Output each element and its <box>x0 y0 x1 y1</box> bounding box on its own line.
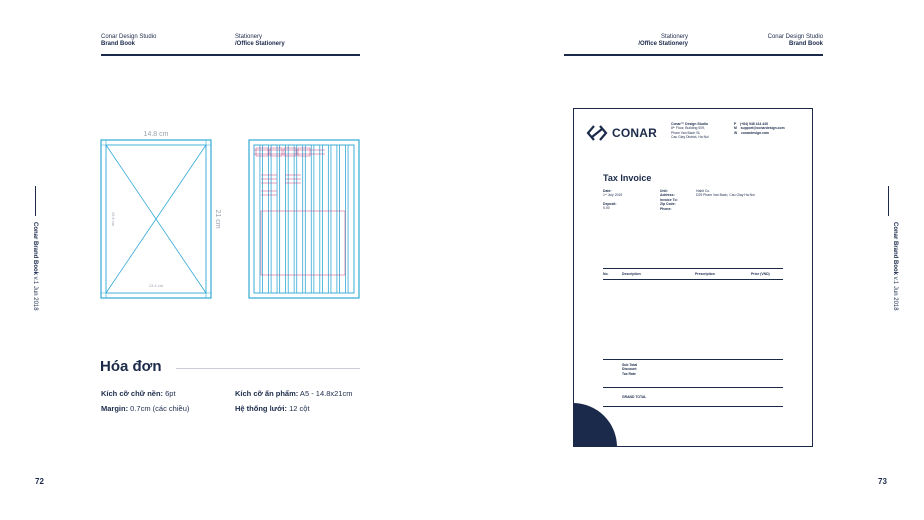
grid-column <box>271 145 277 293</box>
width-label: 14.8 cm <box>143 131 169 138</box>
discount-label: Discount <box>622 367 637 372</box>
right-header-studio <box>730 34 823 48</box>
address-label: Address: <box>660 193 675 198</box>
height-label: 21 cm <box>214 209 221 229</box>
totals-bottom-rule <box>603 387 783 388</box>
spec-grid-label: Hệ thống lưới: <box>235 404 288 413</box>
company-address-2: Pham Van Bach St, <box>671 130 701 135</box>
col-prescription: Prescription <box>695 272 715 276</box>
deposit-label: Deposit: <box>603 201 617 206</box>
left-header-studio-name: Conar Design Studio <box>101 34 157 40</box>
invoice-title: Tax Invoice <box>603 173 652 183</box>
contact-phone-value: (+84) 948 414 445 <box>740 122 768 126</box>
totals-top-rule <box>603 359 783 360</box>
left-side-label-version: v.1 Jun 2018 <box>32 275 38 311</box>
invoice-corner-shape <box>573 403 617 447</box>
col-no: No. <box>603 272 609 276</box>
company-address-1: 8ᵗʰ Floor, Building 009, <box>671 126 705 131</box>
left-header-rule <box>101 54 360 56</box>
right-page-number: 73 <box>878 477 887 486</box>
zip-label: Zip Code: <box>660 202 676 207</box>
left-header-section <box>235 34 285 48</box>
invoice-contacts <box>734 122 785 135</box>
contact-web <box>734 131 785 135</box>
right-header-doc: Brand Book <box>788 41 823 47</box>
grid-column <box>288 145 294 293</box>
left-side-label <box>32 222 38 311</box>
contact-mail-key: M <box>734 126 737 131</box>
contact-phone-key: P <box>734 122 737 126</box>
grid-column <box>263 145 269 293</box>
contact-web-key: W <box>734 130 738 135</box>
left-header-section-name: Stationery <box>235 34 263 40</box>
column-grid-diagram <box>249 140 359 298</box>
company-name: Conar™ Design Studio <box>671 122 708 126</box>
deposit-value: 0.00 <box>603 206 610 211</box>
grid-column <box>297 145 303 293</box>
inner-height-label: 19.6 cm <box>111 211 116 227</box>
invoice-date-block <box>603 189 622 211</box>
tax-rate-label: Tax Rate <box>622 371 636 376</box>
table-top-rule <box>603 268 783 269</box>
invoice-client-values <box>696 189 755 198</box>
margin-diagram <box>101 140 211 298</box>
contact-mail-value: support@conardesign.com <box>740 126 785 131</box>
invoice-company <box>671 122 709 140</box>
grid-column <box>340 145 346 293</box>
table-header-rule <box>603 279 783 280</box>
invoice-logo-text: CONAR <box>612 126 657 140</box>
grid-column <box>331 145 337 293</box>
spec-font-size-label: Kích cỡ chữ nền: <box>101 389 164 398</box>
spec-print-size-label: Kích cỡ ấn phẩm: <box>235 389 299 398</box>
left-header-subsection: /Office Stationery <box>235 41 285 47</box>
left-side-label-bold: Conar Brand Book <box>32 222 38 276</box>
right-header-rule <box>564 54 823 56</box>
grid-column <box>305 145 311 293</box>
right-header-section <box>600 34 688 48</box>
invoice-to-label: Invoice To: <box>660 197 678 202</box>
right-side-label-bold: Conar Brand Book <box>892 222 898 276</box>
invoice-totals <box>622 363 637 376</box>
spec-font-size-value: 6pt <box>163 389 176 398</box>
grid-column <box>322 145 328 293</box>
address-value: D29 Pham Van Bach, Cau Giay Ha Noi <box>696 193 755 198</box>
right-side-line <box>888 186 889 216</box>
spec-font-size <box>101 389 176 398</box>
date-value: 1ˢᵗ July 2019 <box>603 193 623 198</box>
phone-label: Phone: <box>660 206 672 211</box>
unit-value: Habit Co. <box>696 189 711 193</box>
right-header-subsection: /Office Stationery <box>638 41 688 47</box>
right-side-label-version: v.1 Jun 2018 <box>892 275 898 311</box>
col-price: Price (VND) <box>751 272 770 276</box>
invoice-mockup <box>573 108 813 447</box>
spec-print-size <box>235 389 352 398</box>
col-description: Description <box>622 272 641 276</box>
left-header-doc: Brand Book <box>101 41 136 47</box>
section-title: Hóa đơn <box>100 358 162 375</box>
left-page-number: 72 <box>35 477 44 486</box>
spec-grid <box>235 404 310 413</box>
conar-logo-icon <box>585 124 609 142</box>
left-header-studio <box>101 34 156 48</box>
grand-total-label: GRAND TOTAL <box>622 395 647 399</box>
spec-margin-label: Margin: <box>101 404 129 413</box>
inner-width-label: 13.4 cm <box>148 283 164 288</box>
spec-margin-value: 0.7cm (các chiều) <box>128 404 190 413</box>
spec-grid-value: 12 cột <box>287 404 310 413</box>
grid-column <box>280 145 286 293</box>
right-header-studio-name: Conar Design Studio <box>767 34 823 40</box>
unit-label: Unit: <box>660 189 668 193</box>
grid-column <box>348 145 354 293</box>
left-side-line <box>35 186 36 216</box>
spec-margin <box>101 404 189 413</box>
company-address-3: Cau Giay District, Ha Noi <box>671 135 709 140</box>
contact-web-value: conardesign.com <box>740 130 770 135</box>
grand-total-rule <box>603 406 783 407</box>
spec-print-size-value: A5 - 14.8x21cm <box>298 389 353 398</box>
grid-column <box>254 145 260 293</box>
subtotal-label: Sub Total <box>622 363 638 367</box>
right-header-section-name: Stationery <box>660 34 688 40</box>
title-rule <box>176 368 360 369</box>
invoice-client-labels <box>660 189 678 211</box>
layout-diagram <box>95 125 370 300</box>
grid-column <box>314 145 320 293</box>
right-side-label <box>892 222 898 311</box>
date-label: Date: <box>603 189 612 193</box>
